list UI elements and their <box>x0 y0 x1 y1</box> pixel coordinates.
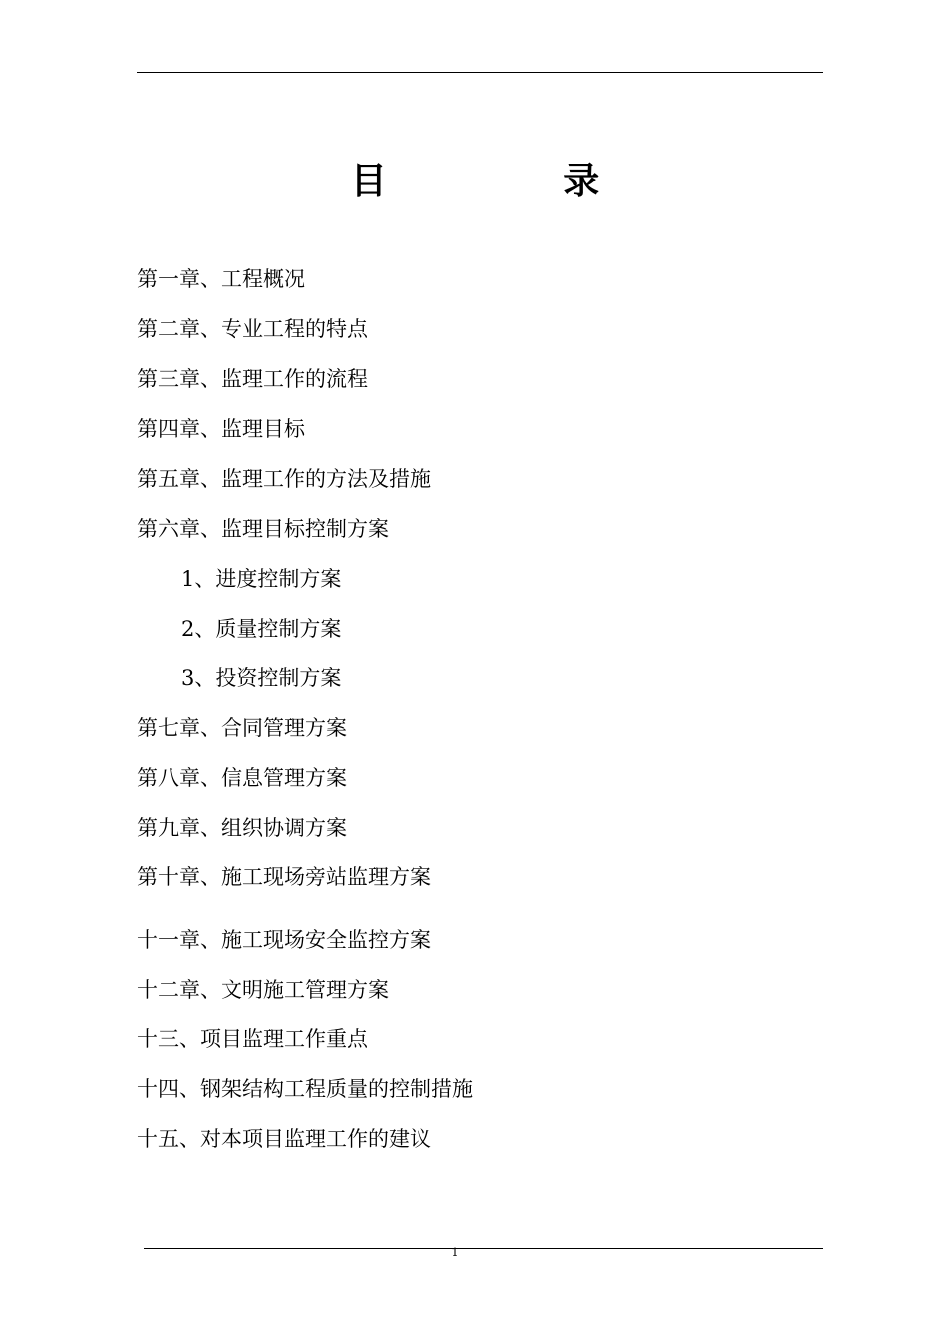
toc-item[interactable]: 第三章、监理工作的流程 <box>137 367 368 391</box>
toc-item[interactable]: 十二章、文明施工管理方案 <box>137 978 389 1002</box>
toc-subitem[interactable]: 1、进度控制方案 <box>181 567 342 591</box>
toc-item[interactable]: 十四、钢架结构工程质量的控制措施 <box>137 1077 473 1101</box>
toc-item[interactable]: 第五章、监理工作的方法及措施 <box>137 467 431 491</box>
toc-subitem[interactable]: 2、质量控制方案 <box>181 617 342 641</box>
toc-item[interactable]: 第十章、施工现场旁站监理方案 <box>137 865 431 889</box>
toc-subitem[interactable]: 3、投资控制方案 <box>181 666 342 690</box>
toc-item[interactable]: 第七章、合同管理方案 <box>137 716 347 740</box>
page-number: 1 <box>451 1246 459 1259</box>
footer-rule <box>144 1248 823 1249</box>
toc-item[interactable]: 十三、项目监理工作重点 <box>137 1027 368 1051</box>
toc-item[interactable]: 十一章、施工现场安全监控方案 <box>137 928 431 952</box>
toc-item[interactable]: 第九章、组织协调方案 <box>137 816 347 840</box>
toc-item[interactable]: 第一章、工程概况 <box>137 267 305 291</box>
header-rule <box>137 72 823 73</box>
toc-item[interactable]: 第六章、监理目标控制方案 <box>137 517 389 541</box>
toc-item[interactable]: 十五、对本项目监理工作的建议 <box>137 1127 431 1151</box>
toc-item[interactable]: 第八章、信息管理方案 <box>137 766 347 790</box>
page-title: 目 录 <box>350 161 682 202</box>
toc-item[interactable]: 第二章、专业工程的特点 <box>137 317 368 341</box>
toc-item[interactable]: 第四章、监理目标 <box>137 417 305 441</box>
